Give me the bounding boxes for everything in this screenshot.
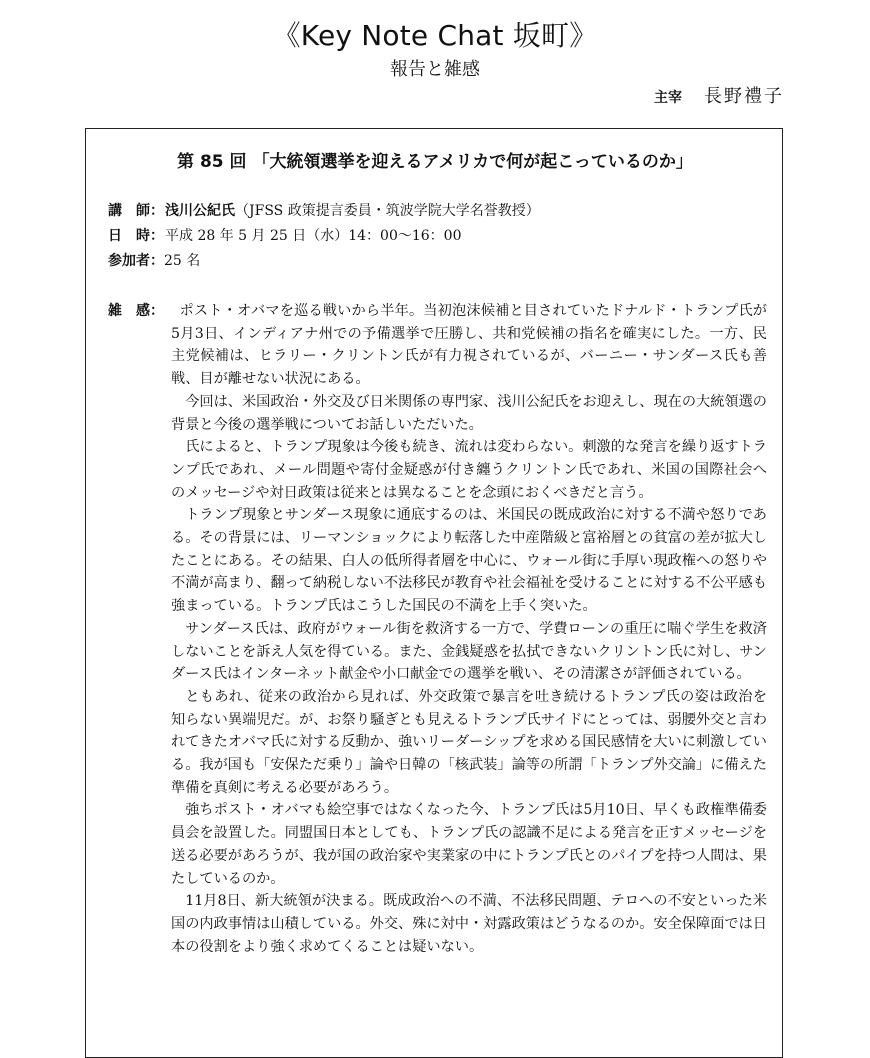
- paragraph: トランプ現象とサンダース現象に通底するのは、米国民の既成政治に対する不満や怒りである。その背景には、リーマンショックにより転落した中産階級と富裕層との貧富の差が拡大したことにある。その結果、白人の低所得者層を中心に、ウォール街に手厚い現政権への怒りや不満が高まり、翻って納税しない不法移民が教育や社会福祉を受けることに対する不公平感も強まっている。トランプ氏はこうした国民の不満を上手く突いた。: [171, 507, 767, 615]
- paragraph: ともあれ、従来の政治から見れば、外交政策で暴言を吐き続けるトランプ氏の姿は政治を知らない異端児だ。が、お祭り騒ぎとも見えるトランプ氏サイドにとっては、弱腰外交と言われてきたオバマ氏に対する反動か、強いリーダーシップを求める国民感情を大いに刺激している。我が国も「安保ただ乗り」論や日韓の「核武装」論等の所謂「トランプ外交論」に備えた準備を真剣に考える必要があろう。: [171, 688, 767, 796]
- report-box: [85, 128, 783, 1058]
- date-value: 平成 28 年 5 月 25 日（水）14：00～16：00: [165, 228, 462, 244]
- date-label: 日 時：: [108, 228, 164, 244]
- lecturer-detail: （JFSS 政策提言委員・筑波学院大学名誉教授）: [235, 203, 540, 219]
- date-row: [108, 225, 462, 247]
- participants-value: 25 名: [164, 253, 201, 269]
- paragraph: 11月8日、新大統領が決まる。既成政治への不満、不法移民問題、テロへの不安といった米国の内政事情は山積している。外交、殊に対中・対露政策はどうなるのか。安全保障面では日本の役割をより強く求めてくることは疑いない。: [171, 893, 767, 955]
- document-subtitle: 報告と雑感: [390, 59, 480, 80]
- paragraph: ポスト・オバマを巡る戦いから半年。当初泡沫候補と目されていたドナルド・トランプ氏が5月3日、インディアナ州での予備選挙で圧勝し、共和党候補の指名を確実にした。一方、民主党候補は、ヒラリー・クリントン氏が有力視されているが、バーニー・サンダース氏も善戦、目が離せない状況にある。: [171, 303, 767, 388]
- impressions-label: 雑 感：: [108, 303, 164, 319]
- host-role: 主宰: [654, 90, 682, 106]
- paragraph: サンダース氏は、政府がウォール街を救済する一方で、学費ローンの重圧に喘ぐ学生を救済しないことを訴え人気を得ている。また、金銭疑惑を払拭できないクリントン氏に対し、サンダース氏はインターネット献金や小口献金での選挙を戦い、その清潔さが評価されている。: [171, 620, 767, 683]
- participants-row: [108, 250, 200, 272]
- lecturer-label: 講 師：: [108, 203, 164, 219]
- host-name: 長野禮子: [704, 86, 784, 107]
- document-title: 《Key Note Chat 坂町》: [272, 19, 598, 52]
- lecturer-row: [108, 200, 540, 222]
- impressions-body: [171, 300, 767, 958]
- paragraph: 氏によると、トランプ現象は今後も続き、流れは変わらない。刺激的な発言を繰り返すトランプ氏であれ、メール問題や寄付金疑惑が付き纏うクリントン氏であれ、米国の国際社会へのメッセージや対日政策は従来とは異なることを念頭におくべきだと言う。: [171, 439, 767, 501]
- paragraph: 今回は、米国政治・外交及び日米関係の専門家、浅川公紀氏をお迎えし、現在の大統領選の背景と今後の選挙戦についてお話しいただいた。: [171, 393, 767, 433]
- participants-label: 参加者：: [108, 253, 164, 269]
- lecturer-name: 浅川公紀氏: [165, 203, 235, 219]
- host-line: [654, 86, 784, 109]
- paragraph: 強ちポスト・オバマも絵空事ではなくなった今、トランプ氏は5月10日、早くも政権準備委員会を設置した。同盟国日本としても、トランプ氏の認識不足による発言を正すメッセージを送る必要があろうが、我が国の政治家や実業家の中にトランプ氏とのパイプを持つ人間は、果たしているのか。: [171, 802, 767, 887]
- session-title: 第 85 回 「大統領選挙を迎えるアメリカで何が起こっているのか」: [177, 152, 693, 172]
